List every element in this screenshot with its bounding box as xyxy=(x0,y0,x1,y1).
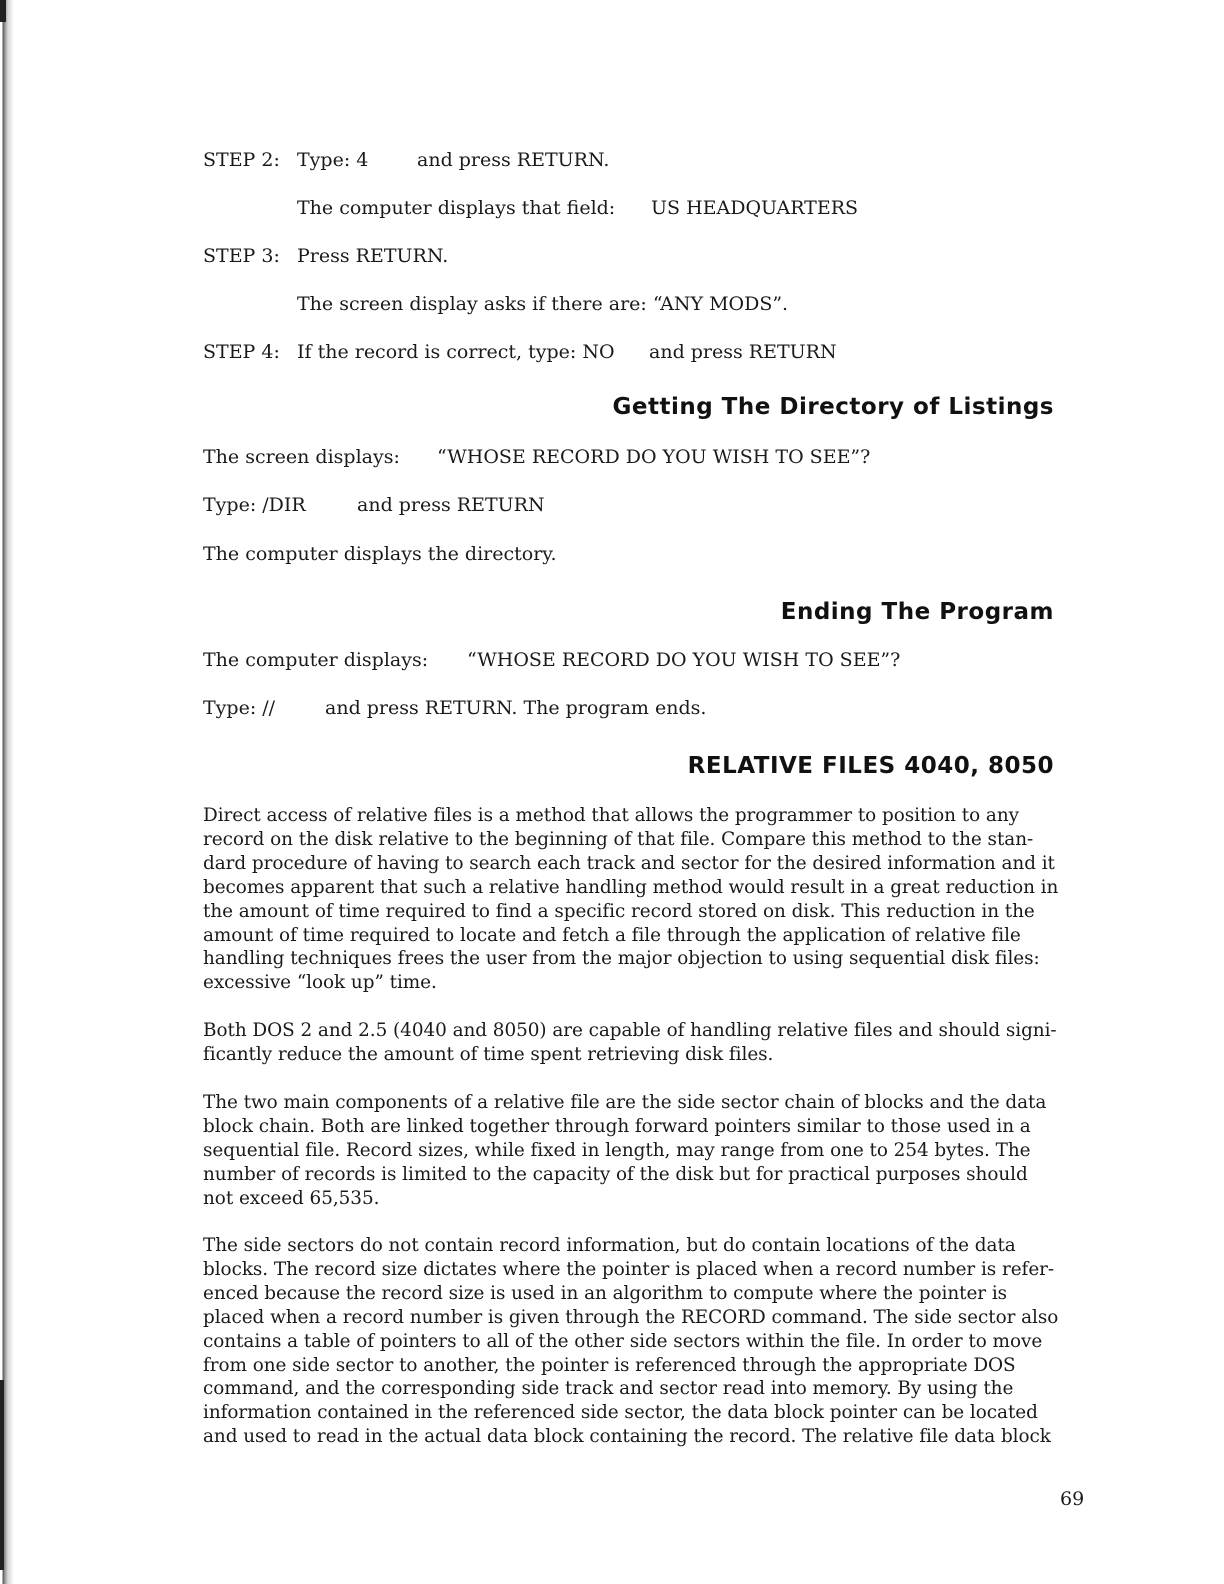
directory-type-action: and press RETURN xyxy=(357,494,545,516)
relative-paragraph-1 xyxy=(203,804,1059,995)
paragraph-line: block chain. Both are linked together through forward pointers similar to those used in a xyxy=(203,1115,1031,1137)
directory-screen-value: “WHOSE RECORD DO YOU WISH TO SEE”? xyxy=(437,446,871,468)
relative-paragraph-3 xyxy=(203,1091,1048,1211)
paragraph-line: becomes apparent that such a relative handling method would result in a great reduction in xyxy=(203,876,1059,898)
ending-section-heading: Ending The Program xyxy=(780,599,1054,625)
paragraph-line: contains a table of pointers to all of the other side sectors within the file. In order to move xyxy=(203,1330,1043,1352)
step2-note-value: US HEADQUARTERS xyxy=(651,197,859,219)
paragraph-line: information contained in the referenced side sector, the data block pointer can be located xyxy=(203,1402,1038,1424)
scan-binding-mark xyxy=(0,0,6,22)
directory-type-label: Type: /DIR xyxy=(203,494,306,516)
relative-paragraph-4 xyxy=(203,1234,1059,1449)
step2-instruction: Type: 4 xyxy=(297,149,369,171)
step3-note-text: The screen display asks if there are: “ANY MODS”. xyxy=(297,293,789,315)
directory-section-heading: Getting The Directory of Listings xyxy=(612,394,1054,420)
paragraph-line: placed when a record number is given through the RECORD command. The side sector also xyxy=(203,1306,1059,1328)
step2-label: STEP 2: xyxy=(203,149,280,171)
paragraph-line: The side sectors do not contain record information, but do contain locations of the data xyxy=(203,1235,1016,1256)
paragraph-line: enced because the record size is used in an algorithm to compute where the pointer is xyxy=(203,1282,1008,1304)
ending-screen-label: The computer displays: xyxy=(203,649,429,671)
step2-action: and press RETURN. xyxy=(417,149,610,171)
step4-action: and press RETURN xyxy=(649,341,837,363)
scan-binding-mark xyxy=(0,1380,4,1570)
step3-instruction: Press RETURN. xyxy=(297,245,449,267)
ending-type-action: and press RETURN. The program ends. xyxy=(325,697,707,719)
paragraph-line: ficantly reduce the amount of time spent retrieving disk files. xyxy=(203,1043,774,1065)
paragraph-line: excessive “look up” time. xyxy=(203,972,437,994)
ending-screen-value: “WHOSE RECORD DO YOU WISH TO SEE”? xyxy=(467,649,901,671)
directory-result: The computer displays the directory. xyxy=(203,543,557,565)
paragraph-line: handling techniques frees the user from the major objection to using sequential disk files: xyxy=(203,948,1040,970)
paragraph-line: not exceed 65,535. xyxy=(203,1187,380,1209)
directory-screen-label: The screen displays: xyxy=(203,446,400,468)
paragraph-line: sequential file. Record sizes, while fixed in length, may range from one to 254 bytes. The xyxy=(203,1139,1031,1161)
paragraph-line: Direct access of relative files is a method that allows the programmer to position to any xyxy=(203,805,1019,826)
step4-instruction: If the record is correct, type: NO xyxy=(297,341,615,363)
ending-type-label: Type: // xyxy=(203,697,276,719)
page-number: 69 xyxy=(1060,1488,1085,1510)
relative-paragraph-2 xyxy=(203,1019,1057,1067)
paragraph-line: command, and the corresponding side track and sector read into memory. By using the xyxy=(203,1378,1014,1400)
paragraph-line: from one side sector to another, the pointer is referenced through the appropriate DOS xyxy=(203,1354,1016,1376)
paragraph-line: the amount of time required to find a specific record stored on disk. This reduction in the xyxy=(203,900,1035,922)
paragraph-line: The two main components of a relative file are the side sector chain of blocks and the data xyxy=(203,1092,1047,1113)
step3-label: STEP 3: xyxy=(203,245,280,267)
scan-binding-edge xyxy=(0,0,22,1584)
paragraph-line: amount of time required to locate and fetch a file through the application of relative file xyxy=(203,924,1021,946)
relative-files-heading: RELATIVE FILES 4040, 8050 xyxy=(687,753,1054,779)
paragraph-line: and used to read in the actual data block containing the record. The relative file data block xyxy=(203,1426,1051,1448)
paragraph-line: number of records is limited to the capacity of the disk but for practical purposes should xyxy=(203,1163,1028,1185)
paragraph-line: record on the disk relative to the beginning of that file. Compare this method to the stan- xyxy=(203,828,1034,850)
step4-label: STEP 4: xyxy=(203,341,280,363)
paragraph-line: Both DOS 2 and 2.5 (4040 and 8050) are capable of handling relative files and should signi- xyxy=(203,1020,1057,1041)
paragraph-line: dard procedure of having to search each track and sector for the desired information and it xyxy=(203,852,1055,874)
step2-note-text: The computer displays that field: xyxy=(297,197,616,219)
paragraph-line: blocks. The record size dictates where the pointer is placed when a record number is refer- xyxy=(203,1258,1055,1280)
